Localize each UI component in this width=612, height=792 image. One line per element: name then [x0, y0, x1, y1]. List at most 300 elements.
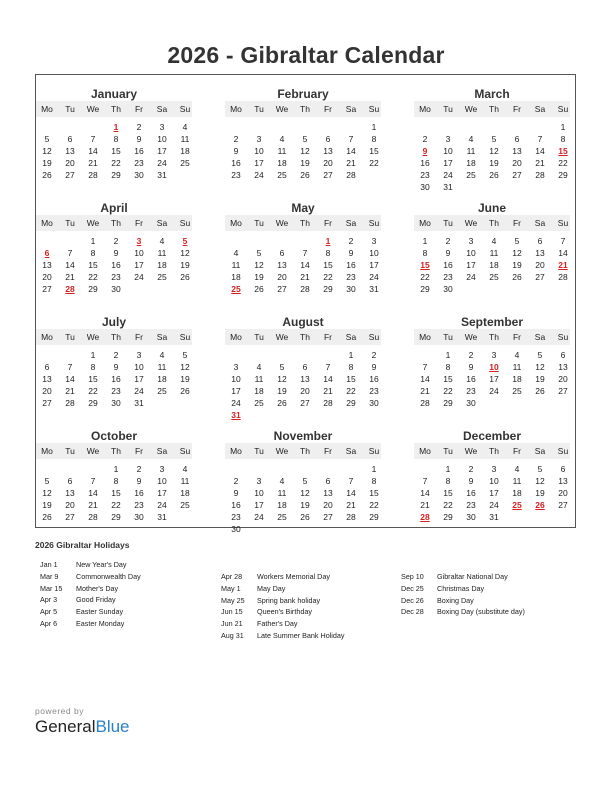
day-cell: 5	[44, 134, 50, 144]
weekday-label: Fr	[323, 332, 333, 342]
weekday-label: We	[86, 446, 100, 456]
month-january	[36, 79, 192, 192]
day-cell: 22	[111, 158, 121, 168]
weekday-label: Th	[489, 446, 499, 456]
day-cell: 2	[371, 350, 377, 360]
day-cell: 14	[346, 146, 356, 156]
day-cell: 3	[233, 362, 239, 372]
weekday-label: Mo	[41, 104, 53, 114]
day-cell: 26	[300, 512, 310, 522]
day-cell: 18	[254, 386, 264, 396]
day-cell: 4	[514, 464, 520, 474]
day-cell: 10	[231, 374, 241, 384]
month-name: December	[462, 429, 522, 443]
day-cell: 10	[489, 476, 499, 486]
day-cell: 27	[65, 512, 75, 522]
day-cell: 29	[443, 398, 453, 408]
holiday-date: May 25	[221, 595, 245, 605]
day-cell: 16	[111, 374, 121, 384]
day-cell: 22	[369, 158, 379, 168]
holiday-date: Aug 31	[221, 631, 244, 640]
day-cell: 14	[558, 248, 568, 258]
day-cell: 9	[113, 248, 119, 258]
day-cell: 7	[348, 476, 354, 486]
holiday-date: Dec 25	[401, 583, 424, 593]
holiday-name: Mother's Day	[76, 583, 119, 593]
day-cell: 18	[231, 272, 241, 282]
day-cell: 14	[420, 374, 430, 384]
weekday-label: Tu	[254, 446, 264, 456]
day-cell: 1	[90, 236, 96, 246]
day-cell: 25	[489, 272, 499, 282]
day-cell: 29	[88, 284, 98, 294]
holiday-day: 3	[136, 236, 142, 246]
day-cell: 17	[443, 158, 453, 168]
holiday-date: Apr 3	[40, 595, 58, 605]
day-cell: 3	[491, 350, 497, 360]
month-november	[225, 421, 381, 534]
weekday-label: Th	[300, 218, 310, 228]
day-cell: 6	[67, 476, 73, 486]
day-cell: 15	[369, 488, 379, 498]
day-cell: 4	[279, 134, 285, 144]
weekday-label: Mo	[230, 446, 242, 456]
holiday-day: 25	[231, 284, 241, 294]
day-cell: 12	[512, 248, 522, 258]
weekday-label: Fr	[134, 332, 144, 342]
day-cell: 15	[111, 488, 121, 498]
day-cell: 5	[491, 134, 497, 144]
weekday-label: Sa	[345, 104, 357, 114]
day-cell: 24	[231, 398, 241, 408]
day-cell: 10	[157, 476, 167, 486]
day-cell: 20	[42, 272, 52, 282]
weekday-label: Th	[300, 332, 310, 342]
day-cell: 4	[279, 476, 285, 486]
day-cell: 16	[346, 260, 356, 270]
day-cell: 7	[348, 134, 354, 144]
day-cell: 18	[489, 260, 499, 270]
day-cell: 19	[300, 500, 310, 510]
day-cell: 15	[443, 488, 453, 498]
day-cell: 14	[323, 374, 333, 384]
day-cell: 29	[88, 398, 98, 408]
day-cell: 1	[371, 464, 377, 474]
day-cell: 24	[157, 500, 167, 510]
day-cell: 5	[302, 134, 308, 144]
weekday-label: We	[86, 104, 100, 114]
holiday-name: Late Summer Bank Holiday	[257, 631, 345, 640]
month-february	[225, 79, 381, 192]
day-cell: 23	[111, 272, 121, 282]
weekday-label: Fr	[134, 218, 144, 228]
day-cell: 27	[65, 170, 75, 180]
weekday-label: Fr	[323, 218, 333, 228]
day-cell: 22	[443, 386, 453, 396]
day-cell: 20	[65, 500, 75, 510]
day-cell: 26	[42, 170, 52, 180]
day-cell: 15	[369, 146, 379, 156]
day-cell: 9	[113, 362, 119, 372]
holiday-date: Sep 10	[401, 572, 424, 581]
day-cell: 23	[369, 386, 379, 396]
holiday-name: Father's Day	[257, 619, 298, 629]
day-cell: 30	[134, 512, 144, 522]
day-cell: 7	[325, 362, 331, 372]
day-cell: 19	[254, 272, 264, 282]
weekday-label: Sa	[345, 446, 357, 456]
weekday-label: Fr	[134, 446, 144, 456]
generalblue-logo[interactable]	[35, 717, 130, 737]
day-cell: 19	[535, 374, 545, 384]
day-cell: 9	[348, 248, 354, 258]
brand-general: General	[35, 717, 96, 736]
day-cell: 1	[560, 122, 566, 132]
weekday-label: We	[464, 104, 478, 114]
day-cell: 18	[157, 374, 167, 384]
day-cell: 23	[346, 272, 356, 282]
weekday-label: Fr	[512, 218, 522, 228]
day-cell: 8	[348, 362, 354, 372]
day-cell: 20	[42, 386, 52, 396]
weekday-label: Th	[300, 446, 310, 456]
day-cell: 30	[466, 512, 476, 522]
day-cell: 12	[42, 146, 52, 156]
weekday-label: Mo	[230, 332, 242, 342]
weekday-label: We	[464, 446, 478, 456]
day-cell: 22	[443, 500, 453, 510]
holiday-date: Dec 26	[401, 595, 424, 605]
day-cell: 15	[111, 146, 121, 156]
day-cell: 5	[279, 362, 285, 372]
weekday-label: Su	[368, 446, 380, 456]
month-name: February	[277, 87, 329, 101]
day-cell: 8	[113, 134, 119, 144]
month-name: August	[282, 315, 324, 329]
month-december	[414, 421, 570, 534]
day-cell: 18	[512, 374, 522, 384]
day-cell: 13	[277, 260, 287, 270]
day-cell: 14	[65, 260, 75, 270]
holiday-day: 10	[489, 362, 499, 372]
day-cell: 13	[558, 362, 568, 372]
day-cell: 9	[233, 146, 239, 156]
day-cell: 21	[535, 158, 545, 168]
day-cell: 29	[558, 170, 568, 180]
day-cell: 17	[489, 374, 499, 384]
day-cell: 8	[90, 362, 96, 372]
day-cell: 27	[535, 272, 545, 282]
weekday-label: Fr	[512, 332, 522, 342]
page-title: 2026 - Gibraltar Calendar	[167, 42, 445, 68]
day-cell: 3	[159, 122, 165, 132]
day-cell: 18	[157, 260, 167, 270]
weekday-label: Sa	[156, 218, 168, 228]
day-cell: 10	[254, 488, 264, 498]
month-june	[414, 193, 570, 306]
weekday-label: Fr	[512, 446, 522, 456]
day-cell: 20	[323, 158, 333, 168]
weekday-label: Su	[557, 332, 569, 342]
day-cell: 22	[88, 272, 98, 282]
day-cell: 4	[491, 236, 497, 246]
day-cell: 28	[420, 398, 430, 408]
day-cell: 4	[233, 248, 239, 258]
day-cell: 27	[300, 398, 310, 408]
day-cell: 12	[254, 260, 264, 270]
day-cell: 25	[466, 170, 476, 180]
day-cell: 8	[325, 248, 331, 258]
day-cell: 20	[277, 272, 287, 282]
month-name: May	[291, 201, 315, 215]
holiday-date: Jun 15	[221, 607, 243, 617]
day-cell: 21	[65, 386, 75, 396]
day-cell: 17	[134, 260, 144, 270]
day-cell: 23	[134, 158, 144, 168]
day-cell: 12	[535, 476, 545, 486]
day-cell: 9	[136, 134, 142, 144]
month-name: April	[100, 201, 128, 215]
weekday-label: Mo	[230, 218, 242, 228]
day-cell: 30	[443, 284, 453, 294]
day-cell: 16	[134, 488, 144, 498]
holiday-day: 26	[535, 500, 545, 510]
day-cell: 26	[512, 272, 522, 282]
weekday-label: We	[464, 218, 478, 228]
day-cell: 30	[346, 284, 356, 294]
day-cell: 31	[369, 284, 379, 294]
weekday-label: Su	[557, 104, 569, 114]
day-cell: 11	[254, 374, 264, 384]
day-cell: 26	[489, 170, 499, 180]
day-cell: 15	[88, 374, 98, 384]
day-cell: 10	[134, 362, 144, 372]
weekday-label: Su	[557, 446, 569, 456]
holidays-title: 2026 Gibraltar Holidays	[35, 540, 130, 550]
day-cell: 11	[180, 476, 190, 486]
day-cell: 27	[42, 398, 52, 408]
weekday-label: We	[86, 218, 100, 228]
day-cell: 30	[369, 398, 379, 408]
month-name: September	[460, 315, 524, 329]
weekday-label: Sa	[156, 446, 168, 456]
holiday-day: 21	[558, 260, 568, 270]
day-cell: 17	[157, 488, 167, 498]
day-cell: 16	[443, 260, 453, 270]
day-cell: 13	[558, 476, 568, 486]
day-cell: 5	[302, 476, 308, 486]
day-cell: 1	[445, 464, 451, 474]
day-cell: 26	[254, 284, 264, 294]
day-cell: 27	[323, 170, 333, 180]
day-cell: 23	[443, 272, 453, 282]
weekday-label: Th	[489, 332, 499, 342]
day-cell: 5	[514, 236, 520, 246]
holiday-day: 15	[420, 260, 430, 270]
holiday-date: Mar 15	[40, 583, 63, 593]
weekday-label: Su	[179, 446, 191, 456]
day-cell: 29	[111, 512, 121, 522]
day-cell: 7	[90, 134, 96, 144]
day-cell: 2	[445, 236, 451, 246]
day-cell: 27	[323, 512, 333, 522]
day-cell: 12	[300, 488, 310, 498]
day-cell: 19	[300, 158, 310, 168]
day-cell: 8	[90, 248, 96, 258]
day-cell: 2	[113, 236, 119, 246]
weekday-label: Fr	[134, 104, 144, 114]
day-cell: 30	[231, 524, 241, 534]
day-cell: 14	[88, 146, 98, 156]
holiday-day: 9	[422, 146, 428, 156]
day-cell: 26	[277, 398, 287, 408]
day-cell: 12	[180, 362, 190, 372]
weekday-label: We	[86, 332, 100, 342]
day-cell: 14	[65, 374, 75, 384]
day-cell: 14	[300, 260, 310, 270]
day-cell: 11	[466, 146, 476, 156]
day-cell: 14	[535, 146, 545, 156]
day-cell: 24	[134, 272, 144, 282]
day-cell: 22	[323, 272, 333, 282]
day-cell: 6	[279, 248, 285, 258]
day-cell: 28	[558, 272, 568, 282]
holiday-date: May 1	[221, 583, 241, 593]
day-cell: 11	[277, 488, 287, 498]
weekday-label: We	[275, 332, 289, 342]
calendar-grid	[35, 74, 576, 534]
day-cell: 28	[300, 284, 310, 294]
weekday-label: Tu	[443, 218, 453, 228]
month-september	[414, 307, 570, 420]
weekday-label: Tu	[65, 218, 75, 228]
month-august	[225, 307, 381, 420]
month-name: March	[474, 87, 510, 101]
day-cell: 9	[445, 248, 451, 258]
weekday-label: Fr	[512, 104, 522, 114]
day-cell: 30	[466, 398, 476, 408]
day-cell: 26	[535, 386, 545, 396]
month-name: July	[101, 315, 126, 329]
weekday-label: Tu	[254, 104, 264, 114]
day-cell: 29	[346, 398, 356, 408]
day-cell: 8	[113, 476, 119, 486]
day-cell: 27	[277, 284, 287, 294]
day-cell: 19	[512, 260, 522, 270]
day-cell: 19	[277, 386, 287, 396]
day-cell: 28	[88, 170, 98, 180]
day-cell: 30	[134, 170, 144, 180]
day-cell: 7	[422, 476, 428, 486]
day-cell: 11	[157, 248, 167, 258]
day-cell: 7	[67, 362, 73, 372]
day-cell: 17	[157, 146, 167, 156]
weekday-label: Sa	[534, 446, 546, 456]
day-cell: 23	[111, 386, 121, 396]
day-cell: 22	[88, 386, 98, 396]
day-cell: 21	[420, 500, 430, 510]
holiday-date: Mar 9	[40, 571, 59, 581]
day-cell: 14	[420, 488, 430, 498]
day-cell: 29	[369, 512, 379, 522]
day-cell: 8	[445, 476, 451, 486]
month-july	[36, 307, 192, 420]
day-cell: 22	[346, 386, 356, 396]
holiday-name: Good Friday	[76, 595, 116, 605]
weekday-label: We	[464, 332, 478, 342]
day-cell: 28	[323, 398, 333, 408]
day-cell: 2	[422, 134, 428, 144]
day-cell: 17	[369, 260, 379, 270]
holiday-day: 5	[182, 236, 188, 246]
holiday-name: May Day	[257, 583, 286, 593]
weekday-label: Sa	[534, 218, 546, 228]
day-cell: 2	[468, 464, 474, 474]
day-cell: 15	[346, 374, 356, 384]
holiday-name: Spring bank holiday	[257, 595, 321, 605]
day-cell: 26	[300, 170, 310, 180]
day-cell: 30	[420, 182, 430, 192]
day-cell: 24	[466, 272, 476, 282]
weekday-label: Su	[179, 218, 191, 228]
weekday-label: Tu	[443, 332, 453, 342]
holiday-day: 28	[65, 284, 75, 294]
holiday-day: 6	[44, 248, 50, 258]
day-cell: 6	[537, 236, 543, 246]
day-cell: 4	[514, 350, 520, 360]
holiday-name: New Year's Day	[76, 560, 127, 569]
day-cell: 5	[44, 476, 50, 486]
holiday-name: Workers Memorial Day	[257, 572, 330, 581]
weekday-label: We	[275, 446, 289, 456]
month-may	[225, 193, 381, 306]
day-cell: 31	[443, 182, 453, 192]
day-cell: 13	[512, 146, 522, 156]
day-cell: 14	[346, 488, 356, 498]
day-cell: 24	[443, 170, 453, 180]
day-cell: 25	[180, 158, 190, 168]
day-cell: 28	[65, 398, 75, 408]
day-cell: 28	[346, 170, 356, 180]
day-cell: 16	[231, 500, 241, 510]
day-cell: 2	[348, 236, 354, 246]
day-cell: 19	[180, 260, 190, 270]
weekday-label: Mo	[419, 104, 431, 114]
day-cell: 11	[157, 362, 167, 372]
day-cell: 20	[300, 386, 310, 396]
day-cell: 31	[157, 170, 167, 180]
month-name: January	[90, 87, 138, 101]
day-cell: 29	[111, 170, 121, 180]
weekday-label: Tu	[65, 104, 75, 114]
day-cell: 26	[180, 386, 190, 396]
day-cell: 9	[371, 362, 377, 372]
day-cell: 21	[346, 158, 356, 168]
day-cell: 13	[42, 260, 52, 270]
day-cell: 12	[535, 362, 545, 372]
day-cell: 18	[277, 500, 287, 510]
day-cell: 21	[346, 500, 356, 510]
day-cell: 4	[256, 362, 262, 372]
day-cell: 27	[558, 500, 568, 510]
weekday-label: Th	[111, 446, 121, 456]
day-cell: 21	[323, 386, 333, 396]
holiday-name: Boxing Day (substitute day)	[437, 607, 525, 617]
day-cell: 28	[346, 512, 356, 522]
weekday-label: Tu	[65, 446, 75, 456]
day-cell: 4	[468, 134, 474, 144]
day-cell: 31	[134, 398, 144, 408]
